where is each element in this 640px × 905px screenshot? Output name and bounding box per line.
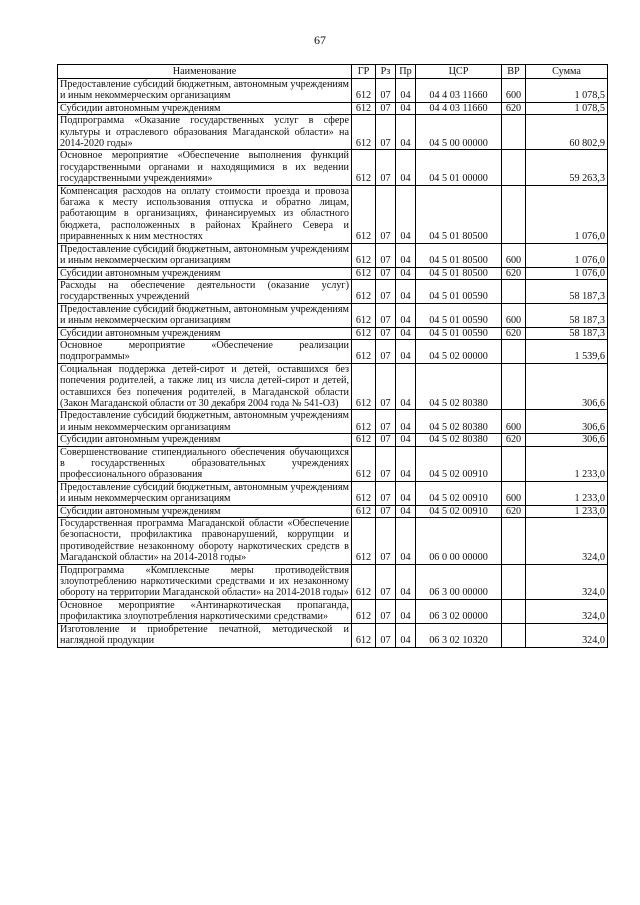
cell-sum: 58 187,3	[526, 303, 608, 327]
cell-rz: 07	[376, 518, 396, 565]
cell-csr: 04 5 02 00910	[416, 446, 502, 481]
cell-pr: 04	[396, 363, 416, 410]
cell-sum: 306,6	[526, 434, 608, 446]
cell-vr: 620	[502, 505, 526, 517]
cell-rz: 07	[376, 434, 396, 446]
table-row	[58, 339, 608, 363]
cell-sum: 60 802,9	[526, 115, 608, 150]
table-body	[58, 79, 608, 648]
cell-csr: 04 5 02 80380	[416, 434, 502, 446]
cell-name: Субсидии автономным учреждениям	[58, 102, 352, 114]
cell-pr: 04	[396, 267, 416, 279]
header-name: Наименование	[58, 65, 352, 79]
cell-rz: 07	[376, 599, 396, 623]
table-row	[58, 434, 608, 446]
table-row	[58, 446, 608, 481]
cell-vr	[502, 115, 526, 150]
cell-gr: 612	[352, 79, 376, 103]
header-gr: ГР	[352, 65, 376, 79]
header-pr: Пр	[396, 65, 416, 79]
cell-name: Субсидии автономным учреждениям	[58, 505, 352, 517]
cell-csr: 04 5 01 80500	[416, 185, 502, 243]
cell-rz: 07	[376, 410, 396, 434]
cell-csr: 04 5 01 00590	[416, 279, 502, 303]
header-vr: ВР	[502, 65, 526, 79]
cell-name: Подпрограмма «Комплексные меры противодействия злоупотреблению наркотическими средствами и их незаконному обороту на территории Магаданской области» на 2014-2018 годы»	[58, 564, 352, 599]
cell-sum: 324,0	[526, 518, 608, 565]
cell-sum: 1 076,0	[526, 185, 608, 243]
cell-gr: 612	[352, 446, 376, 481]
table-row	[58, 243, 608, 267]
cell-csr: 06 0 00 00000	[416, 518, 502, 565]
cell-gr: 612	[352, 410, 376, 434]
cell-gr: 612	[352, 267, 376, 279]
cell-pr: 04	[396, 102, 416, 114]
table-row	[58, 363, 608, 410]
cell-pr: 04	[396, 185, 416, 243]
cell-csr: 04 5 01 00590	[416, 327, 502, 339]
cell-vr	[502, 518, 526, 565]
cell-vr: 600	[502, 79, 526, 103]
cell-pr: 04	[396, 303, 416, 327]
table-row	[58, 623, 608, 647]
cell-sum: 1 078,5	[526, 102, 608, 114]
cell-rz: 07	[376, 505, 396, 517]
cell-csr: 04 5 02 00910	[416, 481, 502, 505]
cell-gr: 612	[352, 339, 376, 363]
cell-name: Основное мероприятие «Антинаркотическая пропаганда, профилактика злоупотребления наркотическими средствами»	[58, 599, 352, 623]
cell-name: Подпрограмма «Оказание государственных услуг в сфере культуры и отраслевого образования Магаданской области» на 2014-2020 годы»	[58, 115, 352, 150]
cell-rz: 07	[376, 623, 396, 647]
cell-csr: 04 5 02 00910	[416, 505, 502, 517]
cell-rz: 07	[376, 102, 396, 114]
table-row	[58, 150, 608, 185]
cell-gr: 612	[352, 505, 376, 517]
cell-pr: 04	[396, 599, 416, 623]
cell-rz: 07	[376, 446, 396, 481]
cell-rz: 07	[376, 267, 396, 279]
cell-pr: 04	[396, 339, 416, 363]
cell-vr: 620	[502, 327, 526, 339]
table-row	[58, 79, 608, 103]
cell-vr	[502, 339, 526, 363]
cell-gr: 612	[352, 185, 376, 243]
cell-gr: 612	[352, 363, 376, 410]
cell-pr: 04	[396, 434, 416, 446]
cell-vr	[502, 363, 526, 410]
cell-gr: 612	[352, 115, 376, 150]
cell-gr: 612	[352, 303, 376, 327]
cell-vr: 620	[502, 434, 526, 446]
cell-csr: 06 3 02 00000	[416, 599, 502, 623]
cell-pr: 04	[396, 150, 416, 185]
cell-sum: 324,0	[526, 623, 608, 647]
cell-sum: 306,6	[526, 410, 608, 434]
cell-sum: 1 076,0	[526, 243, 608, 267]
table-row	[58, 518, 608, 565]
cell-vr	[502, 623, 526, 647]
cell-rz: 07	[376, 339, 396, 363]
cell-csr: 04 5 00 00000	[416, 115, 502, 150]
cell-csr: 04 5 01 80500	[416, 267, 502, 279]
cell-csr: 04 5 01 00590	[416, 303, 502, 327]
cell-csr: 06 3 00 00000	[416, 564, 502, 599]
cell-gr: 612	[352, 279, 376, 303]
cell-sum: 324,0	[526, 599, 608, 623]
table-row	[58, 481, 608, 505]
cell-gr: 612	[352, 518, 376, 565]
cell-vr: 600	[502, 410, 526, 434]
cell-pr: 04	[396, 79, 416, 103]
cell-csr: 04 5 02 80380	[416, 363, 502, 410]
cell-sum: 58 187,3	[526, 279, 608, 303]
cell-name: Предоставление субсидий бюджетным, автономным учреждениям и иным некоммерческим организациям	[58, 410, 352, 434]
header-sum: Сумма	[526, 65, 608, 79]
cell-sum: 1 078,5	[526, 79, 608, 103]
cell-pr: 04	[396, 505, 416, 517]
cell-sum: 1 233,0	[526, 446, 608, 481]
cell-vr	[502, 446, 526, 481]
cell-pr: 04	[396, 564, 416, 599]
cell-name: Предоставление субсидий бюджетным, автономным учреждениям и иным некоммерческим организациям	[58, 243, 352, 267]
cell-gr: 612	[352, 564, 376, 599]
cell-sum: 306,6	[526, 363, 608, 410]
cell-vr	[502, 185, 526, 243]
cell-name: Изготовление и приобретение печатной, методической и наглядной продукции	[58, 623, 352, 647]
cell-csr: 06 3 02 10320	[416, 623, 502, 647]
table-row	[58, 327, 608, 339]
cell-rz: 07	[376, 115, 396, 150]
cell-sum: 1 539,6	[526, 339, 608, 363]
cell-pr: 04	[396, 410, 416, 434]
cell-gr: 612	[352, 623, 376, 647]
cell-name: Расходы на обеспечение деятельности (оказание услуг) государственных учреждений	[58, 279, 352, 303]
cell-name: Основное мероприятие «Обеспечение выполнения функций государственными органами и находящимися в их ведении государственными учреждениями»	[58, 150, 352, 185]
cell-rz: 07	[376, 243, 396, 267]
cell-rz: 07	[376, 150, 396, 185]
cell-name: Социальная поддержка детей-сирот и детей, оставшихся без попечения родителей, а также лиц из числа детей-сирот и детей, оставшихся без попечения родителей, в Магаданской области (Закон Магаданской области от 30 декабря 2004 года № 541-ОЗ)	[58, 363, 352, 410]
cell-gr: 612	[352, 599, 376, 623]
header-csr: ЦСР	[416, 65, 502, 79]
cell-name: Субсидии автономным учреждениям	[58, 434, 352, 446]
cell-rz: 07	[376, 564, 396, 599]
cell-sum: 59 263,3	[526, 150, 608, 185]
cell-rz: 07	[376, 481, 396, 505]
cell-csr: 04 5 02 00000	[416, 339, 502, 363]
cell-vr: 600	[502, 481, 526, 505]
table-row	[58, 599, 608, 623]
cell-csr: 04 4 03 11660	[416, 102, 502, 114]
cell-pr: 04	[396, 279, 416, 303]
table-row	[58, 564, 608, 599]
cell-vr: 600	[502, 303, 526, 327]
header-rz: Рз	[376, 65, 396, 79]
cell-name: Основное мероприятие «Обеспечение реализации подпрограммы»	[58, 339, 352, 363]
cell-name: Предоставление субсидий бюджетным, автономным учреждениям и иным некоммерческим организациям	[58, 79, 352, 103]
cell-csr: 04 4 03 11660	[416, 79, 502, 103]
cell-pr: 04	[396, 518, 416, 565]
cell-name: Предоставление субсидий бюджетным, автономным учреждениям и иным некоммерческим организациям	[58, 481, 352, 505]
cell-vr	[502, 564, 526, 599]
cell-pr: 04	[396, 115, 416, 150]
cell-rz: 07	[376, 279, 396, 303]
cell-pr: 04	[396, 327, 416, 339]
cell-gr: 612	[352, 243, 376, 267]
cell-vr: 620	[502, 102, 526, 114]
cell-vr	[502, 150, 526, 185]
cell-name: Предоставление субсидий бюджетным, автономным учреждениям и иным некоммерческим организациям	[58, 303, 352, 327]
cell-gr: 612	[352, 150, 376, 185]
cell-sum: 58 187,3	[526, 327, 608, 339]
table-row	[58, 303, 608, 327]
cell-rz: 07	[376, 363, 396, 410]
cell-sum: 1 076,0	[526, 267, 608, 279]
table-row	[58, 279, 608, 303]
cell-pr: 04	[396, 623, 416, 647]
cell-sum: 324,0	[526, 564, 608, 599]
cell-csr: 04 5 01 80500	[416, 243, 502, 267]
cell-gr: 612	[352, 327, 376, 339]
cell-gr: 612	[352, 102, 376, 114]
cell-name: Государственная программа Магаданской области «Обеспечение безопасности, профилактика правонарушений, коррупции и противодействие незаконному обороту наркотических средств в Магаданской области» на 2014-2018 годы»	[58, 518, 352, 565]
cell-vr: 600	[502, 243, 526, 267]
table-row	[58, 102, 608, 114]
table-row	[58, 505, 608, 517]
cell-vr	[502, 279, 526, 303]
table-header-row	[58, 65, 608, 79]
cell-sum: 1 233,0	[526, 505, 608, 517]
page-number: 67	[314, 33, 326, 47]
table-row	[58, 185, 608, 243]
cell-name: Субсидии автономным учреждениям	[58, 267, 352, 279]
cell-rz: 07	[376, 79, 396, 103]
cell-pr: 04	[396, 481, 416, 505]
table-row	[58, 115, 608, 150]
cell-gr: 612	[352, 481, 376, 505]
cell-name: Совершенствование стипендиального обеспечения обучающихся в государственных образовательных учреждениях профессионального образования	[58, 446, 352, 481]
cell-vr	[502, 599, 526, 623]
cell-gr: 612	[352, 434, 376, 446]
cell-pr: 04	[396, 446, 416, 481]
cell-csr: 04 5 01 00000	[416, 150, 502, 185]
table-row	[58, 410, 608, 434]
cell-csr: 04 5 02 80380	[416, 410, 502, 434]
cell-rz: 07	[376, 303, 396, 327]
cell-sum: 1 233,0	[526, 481, 608, 505]
table-row	[58, 267, 608, 279]
cell-pr: 04	[396, 243, 416, 267]
cell-name: Компенсация расходов на оплату стоимости проезда и провоза багажа к месту использования отпуска и обратно лицам, работающим в организациях, финансируемых из областного бюджета, расположенных в районах Крайнего Севера и приравненных к ним местностях	[58, 185, 352, 243]
cell-rz: 07	[376, 327, 396, 339]
cell-rz: 07	[376, 185, 396, 243]
cell-vr: 620	[502, 267, 526, 279]
cell-name: Субсидии автономным учреждениям	[58, 327, 352, 339]
budget-table	[57, 64, 608, 648]
